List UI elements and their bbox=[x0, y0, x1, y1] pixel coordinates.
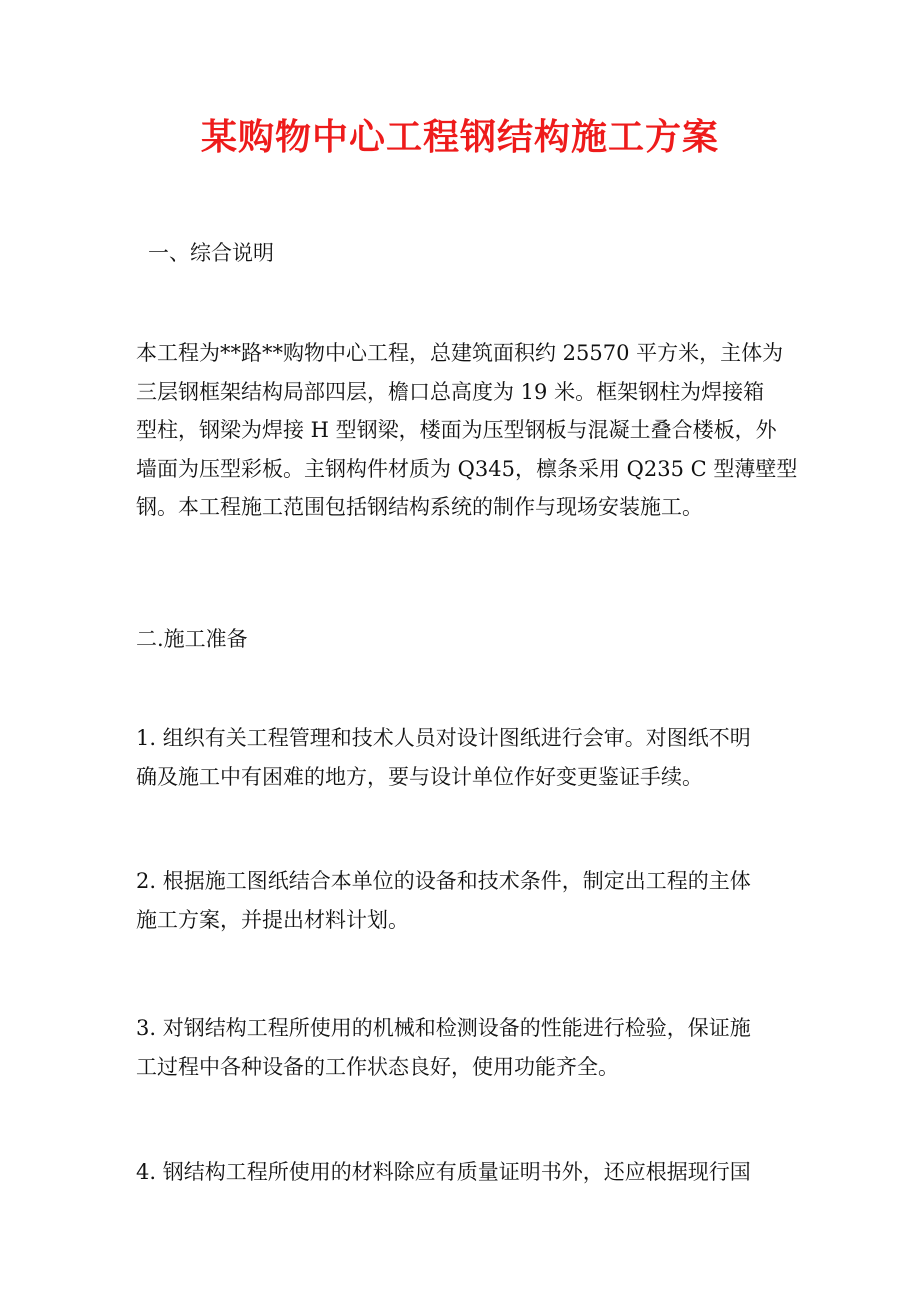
section-heading-preparation: 二.施工准备 bbox=[136, 627, 248, 651]
paragraph-prep-item-2 bbox=[136, 862, 796, 939]
paragraph-line: 2. 根据施工图纸结合本单位的设备和技术条件，制定出工程的主体 bbox=[136, 869, 751, 893]
paragraph-line: 三层钢框架结构局部四层，檐口总高度为 19 米。框架钢柱为焊接箱 bbox=[136, 379, 765, 404]
paragraph-prep-item-4 bbox=[136, 1153, 796, 1192]
paragraph-line: 墙面为压型彩板。主钢构件材质为 Q345，檩条采用 Q235 C 型薄壁型 bbox=[136, 456, 798, 481]
paragraph-line: 4. 钢结构工程所使用的材料除应有质量证明书外，还应根据现行国 bbox=[136, 1160, 751, 1184]
paragraph-line: 钢。本工程施工范围包括钢结构系统的制作与现场安装施工。 bbox=[136, 495, 703, 519]
document-title: 某购物中心工程钢结构施工方案 bbox=[200, 116, 719, 158]
paragraph-line: 确及施工中有困难的地方，要与设计单位作好变更鉴证手续。 bbox=[136, 764, 703, 789]
paragraph-line: 3. 对钢结构工程所使用的机械和检测设备的性能进行检验，保证施 bbox=[136, 1016, 751, 1040]
paragraph-overview bbox=[136, 334, 796, 527]
paragraph-line: 工过程中各种设备的工作状态良好，使用功能齐全。 bbox=[136, 1054, 619, 1079]
paragraph-line: 1. 组织有关工程管理和技术人员对设计图纸进行会审。对图纸不明 bbox=[136, 726, 751, 750]
paragraph-line: 本工程为**路**购物中心工程，总建筑面积约 25570 平方米，主体为 bbox=[136, 341, 784, 365]
paragraph-prep-item-3 bbox=[136, 1009, 796, 1086]
paragraph-line: 型柱，钢梁为焊接 H 型钢梁，楼面为压型钢板与混凝土叠合楼板，外 bbox=[136, 418, 777, 442]
section-heading-overview: 一、综合说明 bbox=[148, 241, 274, 265]
paragraph-prep-item-1 bbox=[136, 719, 796, 796]
paragraph-line: 施工方案，并提出材料计划。 bbox=[136, 907, 409, 932]
